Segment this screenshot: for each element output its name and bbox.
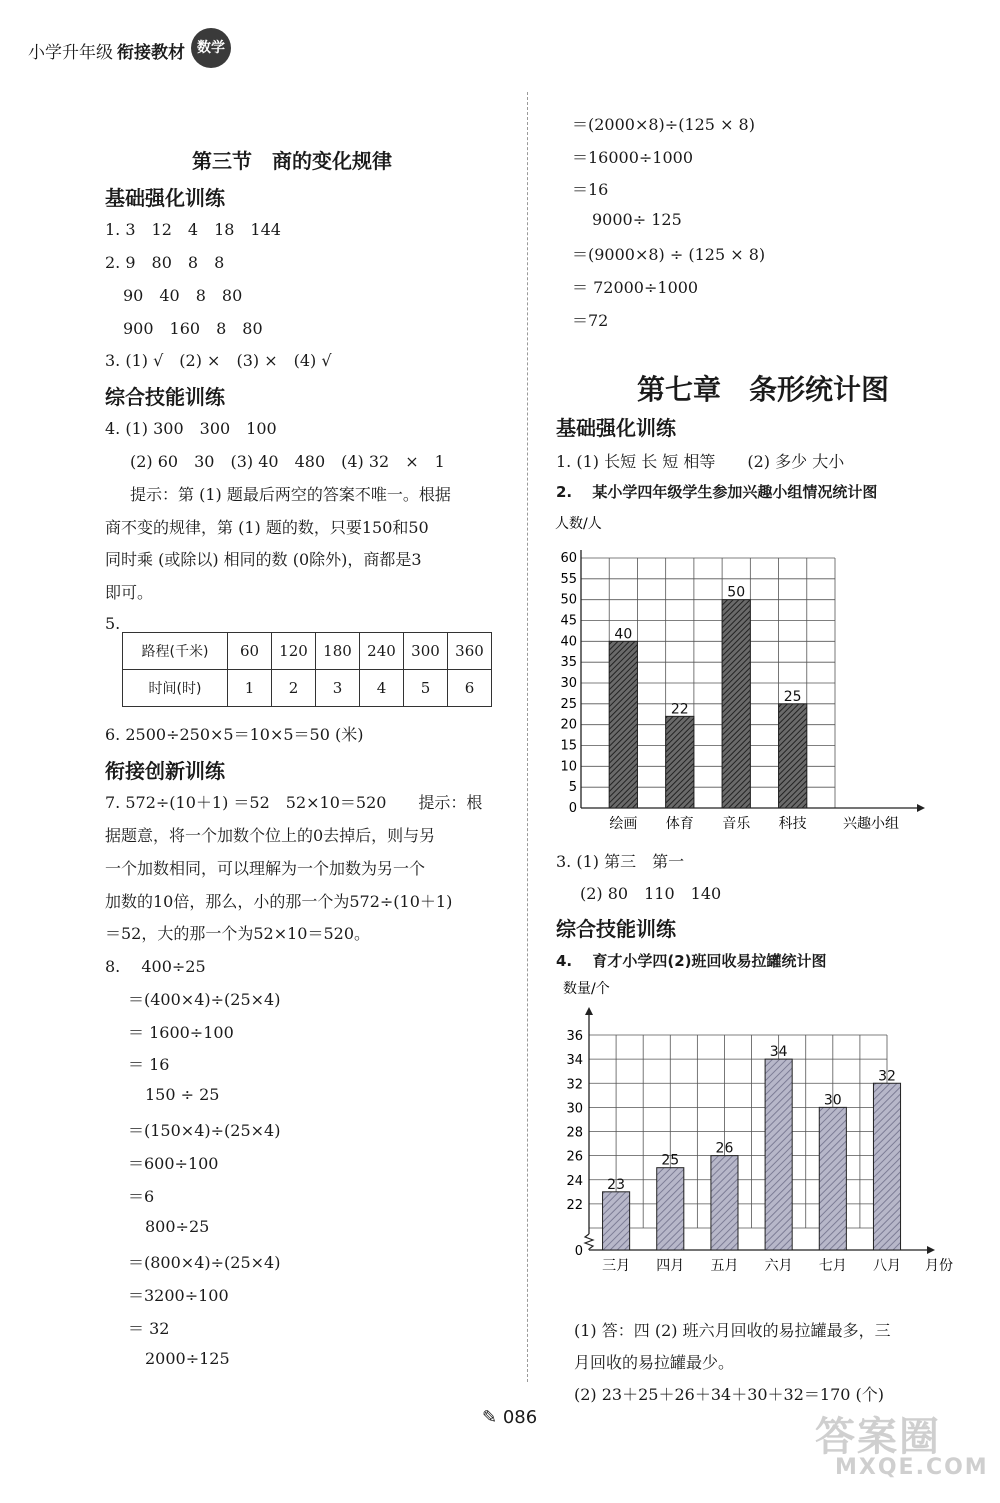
answer-line: (2) 23＋25＋26＋34＋30＋32＝170 (个) bbox=[574, 1385, 885, 1404]
table-cell: 4 bbox=[360, 670, 404, 707]
table-cell: 5 bbox=[404, 670, 448, 707]
x-axis-arrow bbox=[917, 804, 925, 812]
data-label: 26 bbox=[715, 1140, 734, 1157]
interest-group-chart bbox=[545, 510, 925, 835]
table-cell: 300 bbox=[404, 633, 448, 670]
answer-line: ＝16 bbox=[572, 180, 609, 199]
answer-line: 150 ÷ 25 bbox=[145, 1085, 220, 1104]
tick-label: 10 bbox=[560, 759, 577, 775]
answer-line: ＝6 bbox=[128, 1187, 155, 1206]
data-label: 50 bbox=[727, 584, 746, 601]
hint-line: 同时乘 (或除以) 相同的数 (0除外)，商都是3 bbox=[105, 550, 422, 569]
tick-label: 34 bbox=[566, 1053, 583, 1069]
answer-line: 90 40 8 80 bbox=[123, 286, 243, 305]
data-label: 25 bbox=[661, 1152, 680, 1169]
chart2-title: 4. 育才小学四(2)班回收易拉罐统计图 bbox=[556, 952, 827, 970]
tick-label: 40 bbox=[560, 634, 577, 650]
tick-label: 22 bbox=[566, 1197, 583, 1213]
answer-line: 1. 3 12 4 18 144 bbox=[105, 220, 281, 239]
bar bbox=[711, 1156, 738, 1250]
y-axis-label: 人数/人 bbox=[555, 516, 602, 532]
bar bbox=[609, 641, 637, 808]
bar bbox=[603, 1192, 630, 1250]
table-row bbox=[123, 633, 492, 670]
answer-line: ＝(800×4)÷(25×4) bbox=[128, 1253, 281, 1272]
hint-line: 提示：第 (1) 题最后两空的答案不唯一。根据 bbox=[130, 485, 451, 504]
answer-line: 5. bbox=[105, 614, 121, 633]
table-cell: 120 bbox=[272, 633, 316, 670]
bar bbox=[765, 1059, 792, 1250]
tick-label: 0 bbox=[568, 801, 577, 816]
axis-break bbox=[585, 1234, 593, 1250]
bar bbox=[657, 1168, 684, 1250]
answer-line: ＝16000÷1000 bbox=[572, 148, 694, 167]
category-label: 四月 bbox=[656, 1258, 685, 1274]
x-axis-label: 兴趣小组 bbox=[843, 816, 899, 832]
tick-label: 55 bbox=[560, 571, 577, 587]
answer-line: ＝(150×4)÷(25×4) bbox=[128, 1121, 281, 1140]
answer-line: ＝(9000×8) ÷ (125 × 8) bbox=[572, 245, 766, 264]
can-recycling-chart bbox=[545, 975, 965, 1280]
tick-label: 45 bbox=[560, 613, 577, 629]
table-cell: 60 bbox=[228, 633, 272, 670]
answer-line: ＝(400×4)÷(25×4) bbox=[128, 990, 281, 1009]
data-label: 34 bbox=[769, 1044, 788, 1061]
tick-label: 30 bbox=[560, 676, 577, 691]
answer-line: 8. 400÷25 bbox=[105, 957, 206, 976]
distance-time-table bbox=[122, 632, 492, 707]
answer-line: 6. 2500÷250×5＝10×5＝50 (米) bbox=[105, 725, 364, 744]
category-label: 六月 bbox=[764, 1258, 793, 1274]
page-number: ✎ 086 bbox=[482, 1407, 538, 1428]
tick-label: 15 bbox=[560, 738, 577, 754]
subject-badge: 数学 bbox=[191, 28, 231, 68]
tick-label: 60 bbox=[560, 551, 577, 566]
category-label: 音乐 bbox=[722, 816, 751, 832]
category-label: 三月 bbox=[602, 1258, 631, 1274]
series-name: 小学升年级 bbox=[28, 43, 113, 63]
chart-bars bbox=[609, 585, 807, 808]
table-cell: 240 bbox=[360, 633, 404, 670]
book-title: 衔接教材 bbox=[117, 43, 185, 63]
tick-label: 30 bbox=[566, 1101, 583, 1117]
bar bbox=[666, 716, 694, 808]
x-category-labels bbox=[602, 1258, 901, 1274]
tick-label: 25 bbox=[560, 696, 577, 712]
answer-line: 7. 572÷(10＋1) ＝52 52×10＝520 提示：根 bbox=[105, 793, 483, 812]
hint-line: 即可。 bbox=[105, 583, 154, 602]
answer-line: 据题意，将一个加数个位上的0去掉后，则与另 bbox=[105, 826, 436, 845]
y-tick-labels bbox=[560, 551, 577, 816]
answer-line: 1. (1) 长短 长 短 相等 (2) 多少 大小 bbox=[556, 452, 845, 471]
watermark-url: MXQE.COM bbox=[835, 1455, 989, 1480]
tick-label: 32 bbox=[566, 1077, 583, 1093]
answer-line: (2) 80 110 140 bbox=[580, 884, 722, 903]
bar bbox=[873, 1083, 900, 1250]
tick-label: 50 bbox=[560, 592, 577, 608]
heading-skill: 综合技能训练 bbox=[105, 385, 225, 409]
answer-line: ＝(2000×8)÷(125 × 8) bbox=[572, 115, 755, 134]
answer-line: ＝ 72000÷1000 bbox=[572, 278, 699, 297]
data-label: 22 bbox=[670, 701, 689, 718]
data-label: 40 bbox=[614, 626, 633, 643]
answer-line: 3. (1) √ (2) × (3) × (4) √ bbox=[105, 351, 332, 370]
heading-bridge: 衔接创新训练 bbox=[105, 759, 225, 783]
chart1-title: 2. 某小学四年级学生参加兴趣小组情况统计图 bbox=[556, 483, 878, 501]
category-label: 七月 bbox=[818, 1258, 847, 1274]
data-label: 32 bbox=[878, 1068, 896, 1085]
bar bbox=[819, 1107, 846, 1250]
tick-label: 26 bbox=[566, 1149, 583, 1165]
heading-basic: 基础强化训练 bbox=[556, 416, 676, 440]
category-label: 八月 bbox=[873, 1258, 901, 1274]
category-label: 绘画 bbox=[609, 816, 638, 832]
table-cell-label: 时间(时) bbox=[123, 670, 228, 707]
tick-label: 0 bbox=[574, 1244, 583, 1259]
answer-line: 月回收的易拉罐最少。 bbox=[574, 1353, 735, 1372]
column-divider bbox=[527, 92, 528, 1382]
answer-line: 800÷25 bbox=[145, 1217, 210, 1236]
tick-label: 5 bbox=[568, 780, 577, 796]
answer-line: ＝600÷100 bbox=[128, 1154, 219, 1173]
section-title: 第三节 商的变化规律 bbox=[192, 149, 392, 173]
answer-line: ＝3200÷100 bbox=[128, 1286, 229, 1305]
answer-line: 2. 9 80 8 8 bbox=[105, 253, 225, 272]
page-header bbox=[28, 38, 231, 68]
table-cell: 2 bbox=[272, 670, 316, 707]
tick-label: 28 bbox=[566, 1125, 583, 1141]
tick-label: 35 bbox=[560, 655, 577, 671]
heading-basic: 基础强化训练 bbox=[105, 186, 225, 210]
x-axis-arrow bbox=[927, 1246, 935, 1254]
data-label: 25 bbox=[783, 688, 802, 705]
y-axis-label: 数量/个 bbox=[563, 981, 610, 997]
table-cell: 3 bbox=[316, 670, 360, 707]
answer-line: (1) 答：四 (2) 班六月回收的易拉罐最多，三 bbox=[574, 1321, 891, 1340]
answer-line: (2) 60 30 (3) 40 480 (4) 32 × 1 bbox=[130, 452, 445, 471]
data-label: 23 bbox=[607, 1176, 626, 1193]
answer-line: 一个加数相同，可以理解为一个加数为另一个 bbox=[105, 859, 426, 878]
answer-line: ＝ 1600÷100 bbox=[128, 1023, 234, 1042]
x-category-labels bbox=[609, 815, 806, 832]
data-label: 30 bbox=[823, 1092, 842, 1109]
heading-skill: 综合技能训练 bbox=[556, 917, 676, 941]
watermark: 答案圈 bbox=[815, 1414, 941, 1460]
table-cell: 360 bbox=[448, 633, 492, 670]
table-cell: 180 bbox=[316, 633, 360, 670]
hint-line: 商不变的规律，第 (1) 题的数，只要150和50 bbox=[105, 518, 429, 537]
y-axis-arrow bbox=[585, 1007, 593, 1015]
answer-line: 3. (1) 第三 第一 bbox=[556, 852, 685, 871]
answer-line: 9000÷ 125 bbox=[592, 210, 682, 229]
answer-line: ＝ 16 bbox=[128, 1055, 170, 1074]
bar bbox=[779, 704, 807, 808]
answer-line: 2000÷125 bbox=[145, 1349, 230, 1368]
category-label: 五月 bbox=[710, 1258, 739, 1274]
answer-line: 加数的10倍，那么，小的那一个为572÷(10＋1) bbox=[105, 892, 453, 911]
tick-label: 36 bbox=[566, 1029, 583, 1044]
answer-line: ＝ 32 bbox=[128, 1319, 170, 1338]
y-tick-labels bbox=[566, 1029, 583, 1259]
page-number-text: 086 bbox=[502, 1407, 538, 1428]
bar bbox=[722, 600, 750, 808]
tick-label: 20 bbox=[560, 717, 577, 733]
table-cell: 1 bbox=[228, 670, 272, 707]
chapter-title: 第七章 条形统计图 bbox=[637, 373, 890, 406]
table-cell-label: 路程(千米) bbox=[123, 633, 228, 670]
answer-line: ＝52，大的那一个为52×10＝520。 bbox=[105, 924, 371, 943]
category-label: 体育 bbox=[665, 816, 694, 832]
table-row bbox=[123, 670, 492, 707]
table-cell: 6 bbox=[448, 670, 492, 707]
x-axis-label: 月份 bbox=[925, 1258, 953, 1274]
answer-line: ＝72 bbox=[572, 311, 609, 330]
answer-line: 4. (1) 300 300 100 bbox=[105, 419, 277, 438]
category-label: 科技 bbox=[778, 816, 807, 832]
tick-label: 24 bbox=[566, 1173, 583, 1189]
answer-line: 900 160 8 80 bbox=[123, 319, 263, 338]
